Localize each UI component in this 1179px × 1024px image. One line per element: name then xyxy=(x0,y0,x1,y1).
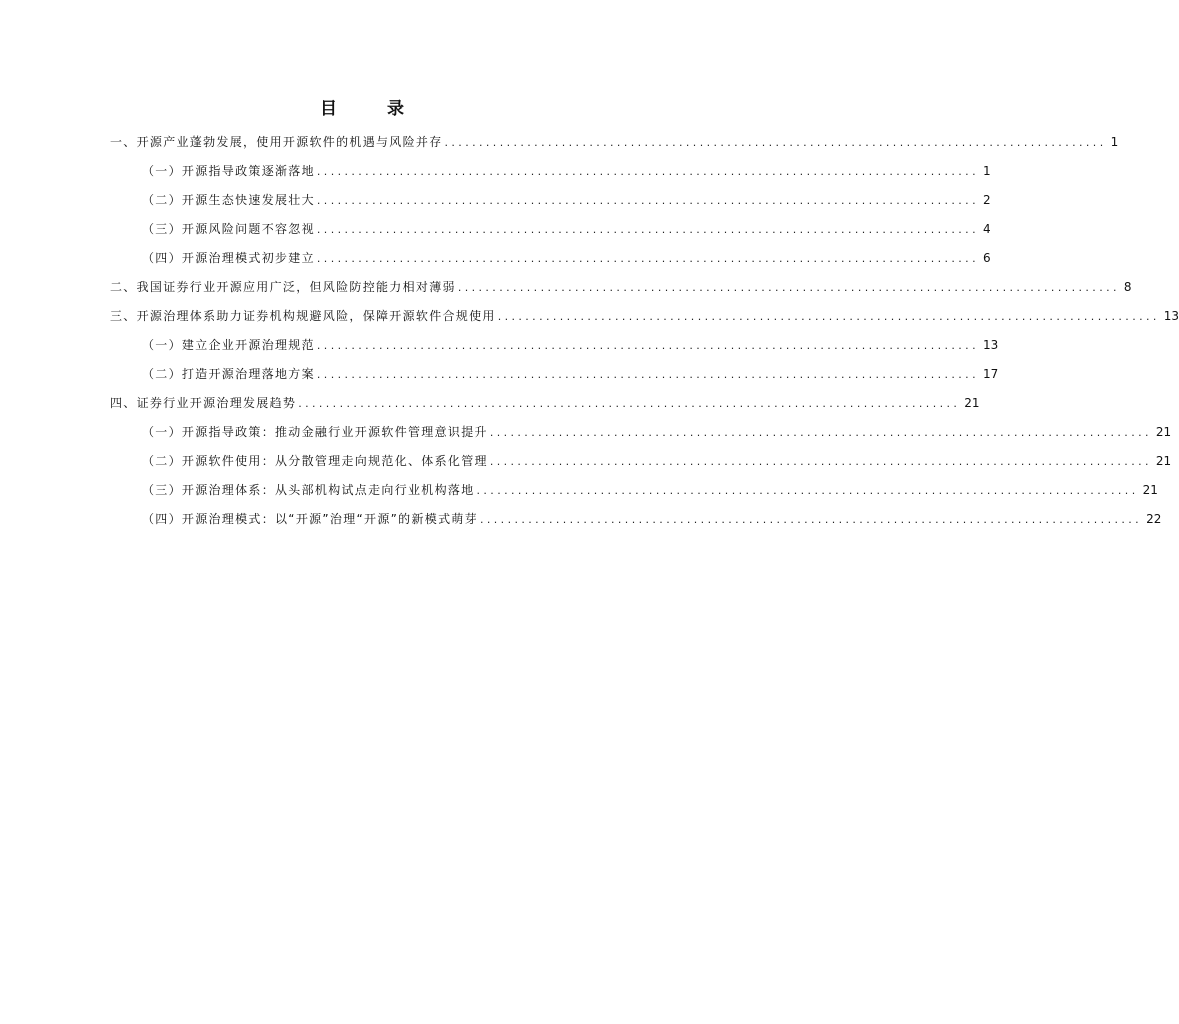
toc-entry-text: （四）开源治理模式：以“开源”治理“开源”的新模式萌芽 xyxy=(142,512,478,526)
toc-entry-text: 一、开源产业蓬勃发展，使用开源软件的机遇与风险并存 xyxy=(110,135,443,149)
toc-entry[interactable] xyxy=(142,510,1162,532)
toc-leader-dots: ................................................................................................ xyxy=(316,223,979,236)
toc-entry-text: （三）开源风险问题不容忽视 xyxy=(142,222,315,236)
toc-leader-dots: ................................................................................................ xyxy=(476,484,1139,497)
toc-leader-dots: ................................................................................................ xyxy=(444,136,1107,149)
toc-entry[interactable] xyxy=(142,336,999,358)
toc-entry-text: 三、开源治理体系助力证券机构规避风险，保障开源软件合规使用 xyxy=(110,309,496,323)
toc-entry[interactable] xyxy=(142,423,1172,445)
toc-leader-dots: ................................................................................................ xyxy=(497,310,1160,323)
toc-entry[interactable] xyxy=(142,249,991,271)
toc-entry-text: （四）开源治理模式初步建立 xyxy=(142,251,315,265)
toc-page-number: 22 xyxy=(1146,512,1162,526)
toc-leader-dots: ................................................................................................ xyxy=(479,513,1143,526)
toc-entry[interactable] xyxy=(142,191,991,213)
toc-page-number: 17 xyxy=(982,367,999,381)
toc-entry-text: （二）打造开源治理落地方案 xyxy=(142,367,315,381)
toc-leader-dots: ................................................................................................ xyxy=(489,455,1152,468)
toc-page-number: 21 xyxy=(1155,454,1172,468)
toc-page-number: 21 xyxy=(964,396,980,410)
toc-entry[interactable] xyxy=(142,452,1172,474)
toc-page-number: 21 xyxy=(1155,425,1172,439)
toc-page-number: 13 xyxy=(1163,309,1179,323)
toc-leader-dots: ................................................................................................ xyxy=(316,252,979,265)
toc-entry[interactable] xyxy=(142,481,1158,503)
toc-page-number: 1 xyxy=(982,164,991,178)
toc-entry-text: （二）开源生态快速发展壮大 xyxy=(142,193,315,207)
toc-page-number: 21 xyxy=(1142,483,1158,497)
toc-leader-dots: ................................................................................................ xyxy=(316,339,979,352)
toc-entry[interactable] xyxy=(110,133,1119,155)
toc-entry[interactable] xyxy=(142,365,999,387)
toc-entry[interactable] xyxy=(142,162,991,184)
toc-page-number: 1 xyxy=(1110,135,1119,149)
toc-title: 目 录 xyxy=(320,99,426,119)
toc-page-number: 2 xyxy=(982,193,991,207)
toc-entry-text: 四、证券行业开源治理发展趋势 xyxy=(110,396,297,410)
toc-leader-dots: ................................................................................................ xyxy=(489,426,1152,439)
toc-page-number: 4 xyxy=(982,222,991,236)
toc-entry-text: （二）开源软件使用：从分散管理走向规范化、体系化管理 xyxy=(142,454,488,468)
toc-leader-dots: ................................................................................................ xyxy=(457,281,1120,294)
toc-entry-text: （一）开源指导政策逐渐落地 xyxy=(142,164,315,178)
toc-leader-dots: ................................................................................................ xyxy=(298,397,961,410)
toc-page-number: 13 xyxy=(982,338,999,352)
toc-entry-text: （三）开源治理体系：从头部机构试点走向行业机构落地 xyxy=(142,483,475,497)
toc-entry-text: 二、我国证券行业开源应用广泛，但风险防控能力相对薄弱 xyxy=(110,280,456,294)
toc-entry[interactable] xyxy=(110,278,1132,300)
toc-page-number: 6 xyxy=(982,251,991,265)
toc-leader-dots: ................................................................................................ xyxy=(316,165,979,178)
toc-leader-dots: ................................................................................................ xyxy=(316,194,979,207)
toc-entry[interactable] xyxy=(110,394,980,416)
toc-entry-text: （一）建立企业开源治理规范 xyxy=(142,338,315,352)
toc-entry[interactable] xyxy=(142,220,991,242)
toc-entry[interactable] xyxy=(110,307,1179,329)
toc-entry-text: （一）开源指导政策：推动金融行业开源软件管理意识提升 xyxy=(142,425,488,439)
toc-page-number: 8 xyxy=(1123,280,1132,294)
toc-leader-dots: ................................................................................................ xyxy=(316,368,979,381)
